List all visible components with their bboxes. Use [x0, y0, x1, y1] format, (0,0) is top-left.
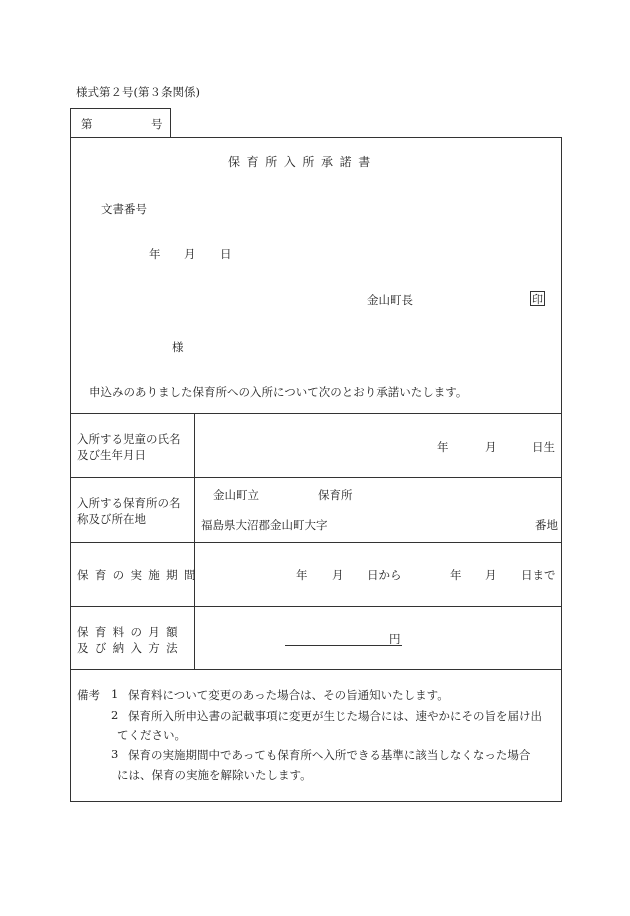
fee-yen: 円 — [389, 632, 401, 646]
note-2-text-line2: てください。 — [117, 728, 186, 742]
document-title: 保育所入所承諾書 — [228, 155, 377, 169]
period-end-year: 年 — [450, 568, 462, 582]
table-rule-bottom — [70, 669, 562, 670]
note-3-text-line1: 保育の実施期間中であっても保育所へ入所できる基準に該当しなくなった場合 — [128, 748, 531, 762]
period-end-day: 日まで — [521, 568, 556, 582]
fee-label-line2: 及び納入方法 — [77, 641, 184, 655]
period-end-month: 月 — [485, 568, 497, 582]
notes-heading: 備考 — [77, 688, 100, 702]
table-rule-2 — [70, 477, 562, 478]
date-day: 日 — [220, 247, 232, 261]
period-start-year: 年 — [296, 568, 308, 582]
document-number-label: 文書番号 — [101, 202, 147, 216]
child-birth-day: 日生 — [532, 440, 555, 454]
form-number: 様式第２号(第３条関係) — [76, 85, 200, 99]
addressee-suffix: 様 — [172, 340, 184, 354]
nursery-label-line1: 入所する保育所の名 — [77, 496, 181, 510]
table-rule-4 — [70, 606, 562, 607]
child-label-line2: 及び生年月日 — [77, 448, 146, 462]
number-suffix: 号 — [151, 117, 163, 131]
note-3-number: 3 — [111, 747, 119, 761]
fee-amount-line — [285, 645, 402, 646]
note-2-text-line1: 保育所入所申込書の記載事項に変更が生じた場合には、速やかにその旨を届け出 — [128, 709, 542, 723]
period-label: 保育の実施期間 — [77, 568, 202, 582]
date-year: 年 — [149, 247, 161, 261]
note-2-number: 2 — [111, 708, 119, 722]
nursery-lot: 番地 — [535, 518, 558, 532]
note-1-number: 1 — [111, 687, 119, 701]
nursery-address: 福島県大沼郡金山町大字 — [201, 518, 328, 532]
child-label-line1: 入所する児童の氏名 — [77, 432, 181, 446]
number-prefix: 第 — [81, 117, 93, 131]
table-rule-top — [70, 413, 562, 414]
period-start-month: 月 — [332, 568, 344, 582]
intro-text: 申込みのありました保育所への入所について次のとおり承諾いたします。 — [89, 385, 468, 399]
child-birth-month: 月 — [485, 440, 497, 454]
nursery-suffix: 保育所 — [318, 488, 353, 502]
issuer: 金山町長 — [367, 293, 413, 307]
note-3-text-line2: には、保育の実施を解除いたします。 — [117, 768, 312, 782]
note-1-text: 保育料について変更のあった場合は、その旨通知いたします。 — [128, 688, 449, 702]
table-rule-3 — [70, 542, 562, 543]
number-box — [70, 108, 171, 138]
nursery-label-line2: 称及び所在地 — [77, 512, 146, 526]
seal-mark: 印 — [532, 293, 543, 306]
date-month: 月 — [184, 247, 196, 261]
table-column-divider — [194, 413, 195, 669]
nursery-town-prefix: 金山町立 — [213, 488, 259, 502]
child-birth-year: 年 — [437, 440, 449, 454]
fee-label-line1: 保育料の月額 — [77, 625, 184, 639]
period-start-day: 日から — [367, 568, 402, 582]
